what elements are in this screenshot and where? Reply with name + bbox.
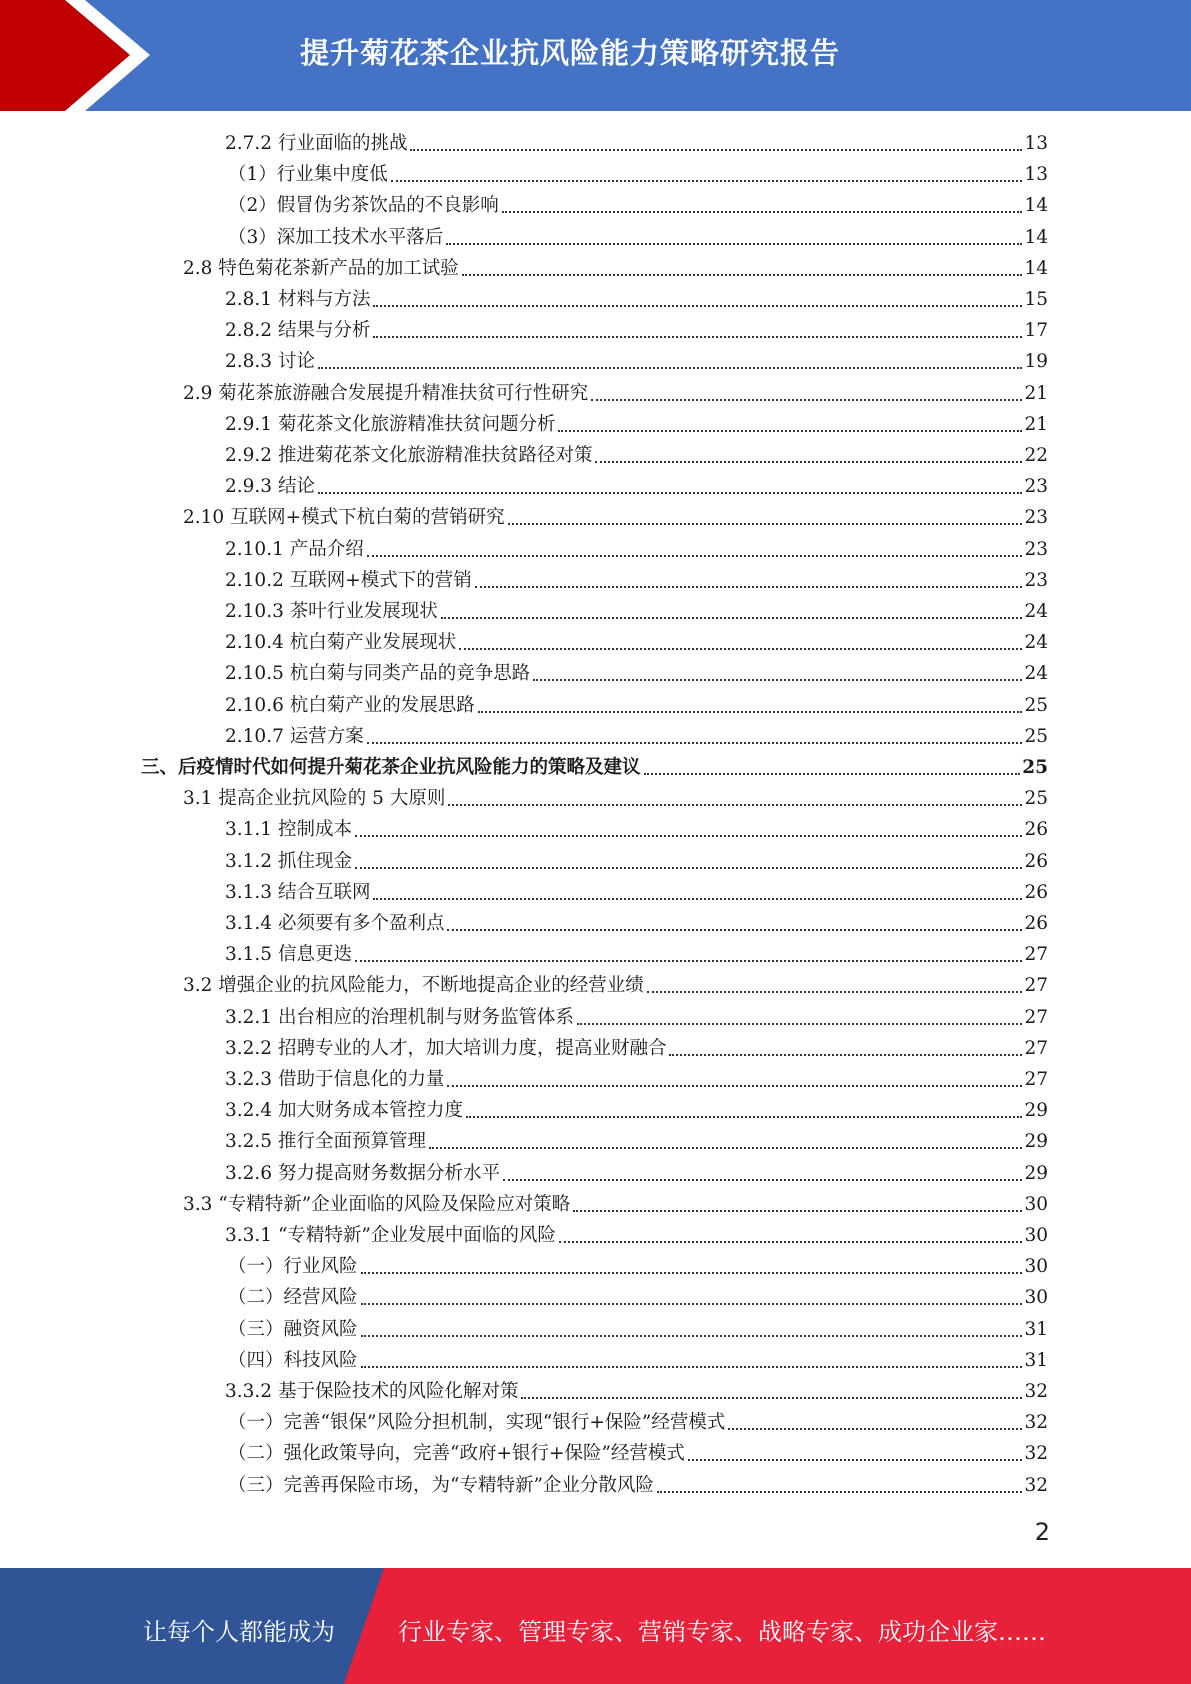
toc-dot-leader (355, 867, 1023, 869)
toc-dot-leader (462, 274, 1023, 276)
toc-dot-leader (647, 991, 1023, 993)
toc-entry-title: 2.10.2 互联网+模式下的营销 (225, 569, 472, 591)
toc-entry-title: 2.9.3 结论 (225, 476, 315, 498)
toc-entry-page: 29 (1024, 1131, 1048, 1153)
toc-entry-title: 2.8.1 材料与方法 (225, 289, 371, 310)
toc-entry[interactable] (225, 283, 1048, 313)
toc-entry-title: 3.1.2 抓住现金 (225, 850, 352, 872)
toc-entry-page: 27 (1024, 1037, 1048, 1059)
toc-entry-page: 25 (1024, 694, 1048, 716)
toc-entry[interactable] (228, 189, 1048, 219)
toc-entry[interactable] (228, 1313, 1048, 1343)
toc-entry-title: （三）融资风险 (228, 1318, 358, 1340)
toc-entry[interactable] (225, 1094, 1048, 1124)
toc-dot-leader (367, 555, 1023, 557)
toc-entry-title: 3.3.2 基于保险技术的风险化解对策 (225, 1381, 519, 1402)
toc-dot-leader (373, 336, 1022, 338)
toc-entry-page: 27 (1024, 975, 1048, 997)
toc-entry-title: 2.10.3 茶叶行业发展现状 (225, 601, 438, 622)
footer-slogan-left: 让每个人都能成为 (143, 1618, 335, 1646)
toc-entry-page: 26 (1024, 913, 1048, 934)
toc-entry[interactable] (225, 1032, 1048, 1062)
toc-dot-leader (508, 523, 1023, 525)
toc-dot-leader (559, 1241, 1023, 1243)
toc-entry-page: 26 (1024, 850, 1048, 872)
toc-entry-page: 13 (1024, 133, 1048, 154)
toc-entry-title: （2）假冒伪劣茶饮品的不良影响 (228, 195, 499, 217)
toc-dot-leader (573, 1210, 1022, 1212)
page-header (0, 0, 1191, 111)
toc-entry[interactable] (225, 1157, 1048, 1187)
toc-entry-page: 23 (1024, 476, 1048, 498)
toc-dot-leader (459, 648, 1022, 650)
toc-entry-page: 24 (1024, 632, 1048, 654)
toc-entry-page: 30 (1024, 1225, 1048, 1246)
toc-dot-leader (318, 367, 1023, 369)
toc-entry[interactable] (228, 221, 1048, 251)
toc-dot-leader (367, 742, 1023, 744)
toc-entry-title: 2.10.7 运营方案 (225, 725, 364, 747)
toc-entry-page: 25 (1024, 725, 1048, 747)
toc-dot-leader (503, 1179, 1022, 1181)
toc-entry-title: 3.1.1 控制成本 (225, 819, 352, 841)
toc-entry[interactable] (225, 720, 1048, 750)
toc-entry[interactable] (228, 1281, 1048, 1311)
toc-dot-leader (466, 1116, 1022, 1118)
toc-entry-title: 3.1.5 信息更迭 (225, 944, 352, 966)
toc-entry[interactable] (225, 689, 1048, 719)
toc-dot-leader (355, 960, 1023, 962)
toc-entry[interactable] (225, 314, 1048, 344)
toc-entry-page: 32 (1024, 1381, 1048, 1402)
toc-entry[interactable] (225, 1219, 1048, 1249)
toc-entry[interactable] (225, 876, 1048, 906)
toc-entry-title: （一）完善“银保”风险分担机制，实现“银行+保险”经营模式 (228, 1412, 726, 1434)
toc-entry[interactable] (225, 1375, 1048, 1405)
toc-entry-title: 2.7.2 行业面临的挑战 (225, 133, 408, 154)
toc-entry-title: 2.8 特色菊花茶新产品的加工试验 (183, 257, 459, 279)
toc-entry-page: 26 (1024, 881, 1048, 903)
toc-dot-leader (595, 461, 1022, 463)
toc-entry[interactable] (183, 782, 1048, 812)
footer-slogan-right: 行业专家、管理专家、营销专家、战略专家、成功企业家…… (398, 1618, 1046, 1646)
toc-dot-leader (361, 1272, 1023, 1274)
toc-dot-leader (446, 243, 1022, 245)
toc-entry-title: （3）深加工技术水平落后 (228, 226, 444, 248)
toc-entry-title: 3.2.3 借助于信息化的力量 (225, 1069, 445, 1090)
toc-entry-title: 3.1.3 结合互联网 (225, 881, 371, 903)
toc-entry[interactable] (225, 907, 1048, 937)
toc-entry[interactable] (225, 938, 1048, 968)
toc-dot-leader (669, 1054, 1022, 1056)
toc-dot-leader (361, 1335, 1023, 1337)
toc-dot-leader (447, 929, 1022, 931)
toc-dot-leader (448, 804, 1022, 806)
toc-entry-title: 3.3.1 “专精特新”企业发展中面临的风险 (225, 1225, 556, 1246)
toc-entry[interactable] (228, 1406, 1048, 1436)
toc-entry-page: 25 (1022, 757, 1048, 778)
toc-entry-title: 2.9 菊花茶旅游融合发展提升精准扶贫可行性研究 (183, 382, 589, 404)
toc-entry[interactable] (225, 533, 1048, 563)
toc-dot-leader (361, 1366, 1023, 1368)
toc-dot-leader (521, 1397, 1022, 1399)
toc-dot-leader (373, 898, 1022, 900)
toc-entry-title: 2.8.2 结果与分析 (225, 320, 371, 342)
toc-entry-title: （二）经营风险 (228, 1287, 358, 1309)
toc-entry-title: 三、后疫情时代如何提升菊花茶企业抗风险能力的策略及建议 (141, 757, 641, 778)
report-title: 提升菊花茶企业抗风险能力策略研究报告 (300, 36, 841, 70)
toc-entry-page: 15 (1024, 289, 1048, 310)
toc-dot-leader (558, 430, 1022, 432)
toc-entry-page: 13 (1024, 164, 1048, 186)
toc-entry-page: 23 (1024, 507, 1048, 529)
toc-entry[interactable] (225, 1001, 1048, 1031)
toc-entry[interactable] (225, 1125, 1048, 1155)
toc-entry[interactable] (225, 1063, 1048, 1093)
page-number: 2 (1034, 1518, 1050, 1546)
toc-entry-page: 19 (1024, 351, 1048, 373)
toc-entry-page: 30 (1024, 1193, 1048, 1215)
toc-entry-page: 32 (1024, 1443, 1048, 1465)
toc-entry-page: 29 (1024, 1162, 1048, 1184)
toc-entry-title: 2.10.4 杭白菊产业发展现状 (225, 632, 457, 654)
toc-entry-page: 14 (1024, 257, 1048, 279)
toc-entry-title: 2.9.2 推进菊花茶文化旅游精准扶贫路径对策 (225, 445, 593, 466)
toc-entry-title: 2.10.6 杭白菊产业的发展思路 (225, 694, 475, 716)
toc-entry-title: （一）行业风险 (228, 1256, 358, 1278)
toc-dot-leader (361, 1303, 1023, 1305)
toc-dot-leader (355, 835, 1023, 837)
toc-entry-title: 3.1.4 必须要有多个盈利点 (225, 913, 445, 934)
toc-entry-title: 3.2.1 出台相应的治理机制与财务监管体系 (225, 1006, 574, 1028)
toc-entry-page: 21 (1024, 413, 1048, 435)
toc-entry-title: 3.2.5 推行全面预算管理 (225, 1131, 426, 1153)
toc-dot-leader (447, 1085, 1022, 1087)
toc-entry-title: 2.10 互联网+模式下杭白菊的营销研究 (183, 507, 505, 529)
toc-chapter-entry[interactable] (141, 751, 1048, 781)
toc-entry-page: 30 (1024, 1256, 1048, 1278)
toc-entry[interactable] (225, 626, 1048, 656)
toc-entry-title: 3.1 提高企业抗风险的 5 大原则 (183, 788, 446, 810)
toc-entry[interactable] (225, 564, 1048, 594)
toc-entry[interactable] (225, 595, 1048, 625)
toc-entry-page: 25 (1024, 788, 1048, 810)
toc-entry-page: 30 (1024, 1287, 1048, 1309)
toc-entry-page: 24 (1024, 601, 1048, 622)
toc-entry[interactable] (228, 1437, 1048, 1467)
toc-entry[interactable] (228, 1344, 1048, 1374)
toc-entry-page: 23 (1024, 538, 1048, 560)
toc-entry-page: 32 (1024, 1412, 1048, 1434)
toc-entry[interactable] (183, 252, 1048, 282)
toc-entry[interactable] (228, 158, 1048, 188)
toc-entry-page: 24 (1024, 663, 1048, 685)
toc-dot-leader (391, 180, 1023, 182)
toc-entry-title: 3.3 “专精特新”企业面临的风险及保险应对策略 (183, 1193, 571, 1215)
toc-entry-title: 2.10.1 产品介绍 (225, 538, 364, 560)
toc-entry-page: 22 (1024, 445, 1048, 466)
toc-entry[interactable] (228, 1250, 1048, 1280)
toc-entry[interactable] (225, 470, 1048, 500)
toc-entry-page: 26 (1024, 819, 1048, 841)
toc-entry-page: 21 (1024, 382, 1048, 404)
toc-entry-title: 3.2 增强企业的抗风险能力，不断地提高企业的经营业绩 (183, 975, 644, 997)
toc-dot-leader (475, 586, 1023, 588)
toc-entry[interactable] (183, 969, 1048, 999)
toc-entry-page: 31 (1024, 1349, 1048, 1371)
toc-entry-title: 3.2.2 招聘专业的人才，加大培训力度，提高业财融合 (225, 1037, 667, 1059)
toc-entry-title: （二）强化政策导向，完善“政府+银行+保险”经营模式 (228, 1443, 685, 1465)
toc-entry-page: 14 (1024, 195, 1048, 217)
toc-entry[interactable] (225, 127, 1048, 157)
toc-entry-page: 27 (1024, 944, 1048, 966)
toc-entry[interactable] (183, 1188, 1048, 1218)
toc-entry-title: 2.10.5 杭白菊与同类产品的竞争思路 (225, 663, 531, 685)
toc-entry-title: 3.2.6 努力提高财务数据分析水平 (225, 1162, 500, 1184)
toc-entry-title: 2.9.1 菊花茶文化旅游精准扶贫问题分析 (225, 413, 556, 435)
toc-entry-page: 27 (1024, 1069, 1048, 1090)
toc-entry[interactable] (225, 345, 1048, 375)
toc-entry-title: （1）行业集中度低 (228, 164, 388, 186)
toc-dot-leader (591, 399, 1022, 401)
toc-entry-page: 29 (1024, 1100, 1048, 1122)
toc-dot-leader (688, 1459, 1023, 1461)
page-footer (0, 1568, 1191, 1684)
toc-dot-leader (410, 149, 1022, 151)
toc-dot-leader (502, 211, 1023, 213)
toc-entry[interactable] (225, 813, 1048, 843)
toc-entry[interactable] (225, 439, 1048, 469)
toc-dot-leader (373, 305, 1022, 307)
toc-dot-leader (478, 711, 1023, 713)
toc-entry-title: （三）完善再保险市场，为“专精特新”企业分散风险 (228, 1474, 654, 1496)
toc-dot-leader (644, 773, 1021, 775)
toc-dot-leader (318, 492, 1023, 494)
toc-entry-page: 31 (1024, 1318, 1048, 1340)
toc-entry[interactable] (183, 501, 1048, 531)
toc-dot-leader (429, 1147, 1022, 1149)
toc-dot-leader (441, 617, 1023, 619)
toc-dot-leader (657, 1491, 1023, 1493)
toc-dot-leader (533, 679, 1022, 681)
toc-entry-title: 3.2.4 加大财务成本管控力度 (225, 1100, 463, 1122)
toc-entry-page: 17 (1024, 320, 1048, 342)
toc-entry-page: 14 (1024, 226, 1048, 248)
toc-entry-page: 27 (1024, 1006, 1048, 1028)
toc-entry-page: 23 (1024, 569, 1048, 591)
toc-entry[interactable] (228, 1469, 1048, 1499)
toc-entry[interactable] (225, 657, 1048, 687)
toc-dot-leader (728, 1428, 1022, 1430)
toc-entry[interactable] (225, 408, 1048, 438)
toc-entry-page: 32 (1024, 1474, 1048, 1496)
toc-entry[interactable] (183, 377, 1048, 407)
toc-entry-title: （四）科技风险 (228, 1349, 358, 1371)
toc-dot-leader (577, 1023, 1022, 1025)
toc-entry-title: 2.8.3 讨论 (225, 351, 315, 373)
toc-entry[interactable] (225, 845, 1048, 875)
